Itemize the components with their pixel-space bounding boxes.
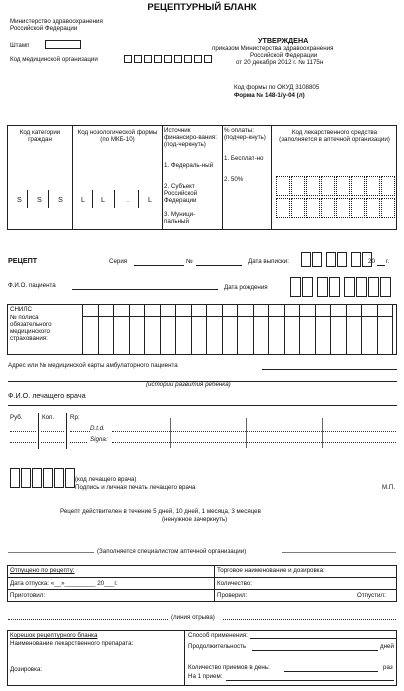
col-drug-code-header: Код лекарственного средства (заполняется в аптечной организации) [279,129,390,143]
patient-name-line[interactable] [72,289,218,290]
snils-label: СНИЛС [10,306,32,313]
stamp-label: Штамп [10,42,30,49]
patient-label: Ф.И.О. пациента [8,282,56,289]
drug-code-cell[interactable] [306,176,320,196]
stamp-mp: М.П. [382,484,396,491]
drug-code-cell[interactable] [321,176,335,196]
entry-cell[interactable] [65,468,75,488]
policy-cell[interactable] [113,316,130,355]
policy-cell[interactable] [222,316,239,355]
policy-cell[interactable] [330,316,347,355]
col-finance-header: Источник финансиро-вания: (под-черкнуть) [164,127,217,148]
policy-cell[interactable] [175,316,192,355]
approved-line3: от 20 декабря 2012 г. № 1175н [236,59,324,66]
entry-cell[interactable] [134,55,142,63]
number-label: № [186,258,193,265]
entry-cell[interactable] [144,55,152,63]
policy-cell[interactable] [361,316,378,355]
approved-line1: приказом Министерства здравоохранения [212,45,334,52]
drug-code-cell[interactable] [351,176,365,196]
category-mark: S [37,195,42,204]
policy-cell[interactable] [253,316,270,355]
entry-cell[interactable] [312,252,322,267]
nosology-mark: . [127,195,129,204]
quantity-label: Количество: [217,580,252,587]
entry-cell[interactable] [174,55,182,63]
drug-code-cell[interactable] [291,176,305,196]
col-category-header: Код категории граждан [19,129,61,143]
policy-cell[interactable] [191,316,208,355]
tear-line-label: (линия отрыва) [171,614,215,621]
address-label: Адрес или № медицинской карты амбулаторного пациента [8,362,178,369]
finance-option-1[interactable]: 1. Федераль-ный [164,162,214,169]
kop-label: Коп. [42,414,55,421]
entry-cell[interactable] [124,55,132,63]
drug-code-cell[interactable] [336,176,350,196]
entry-cell[interactable] [356,277,367,297]
policy-cell[interactable] [299,316,316,355]
rp-label: Rp: [70,414,80,421]
payment-option-2[interactable]: 2. 50% [224,176,244,183]
finance-option-3[interactable]: 3. Муници-пальный [164,211,196,225]
entry-cell[interactable] [351,252,361,267]
dtd-label: D.t.d. [90,425,105,432]
entry-cell[interactable] [154,55,162,63]
entry-cell[interactable] [302,277,313,297]
times-unit: раз [383,664,393,671]
nosology-mark: L [101,195,105,204]
okud-line: Код формы по ОКУД 3108805 [234,84,320,91]
drug-code-cell[interactable] [366,176,380,196]
signa-line[interactable] [112,442,396,443]
policy-cell[interactable] [144,316,161,355]
col-nosology-header: Код нозологической формы (по МКБ-10) [77,129,158,143]
series-label: Серия [109,258,128,265]
nosology-mark: L [148,195,152,204]
entry-cell[interactable] [164,55,172,63]
col-payment-header: % оплаты: (подчер-кнуть) [224,127,266,141]
form-title: РЕЦЕПТУРНЫЙ БЛАНК [147,2,257,13]
ministry-line2: Российской Федерации [10,25,78,32]
entry-cell[interactable] [344,277,355,297]
released-label: Отпустил: [357,592,386,599]
policy-cell[interactable] [160,316,177,355]
drug-code-cell[interactable] [291,198,305,218]
ministry-line1: Министерство здравоохранения [10,18,103,25]
stub-title: Корешок рецептурного бланка [10,632,98,639]
dosage-label: Дозировка: [10,666,43,673]
payment-option-1[interactable]: 1. Бесплат-но [224,155,264,162]
validity-line: Рецепт действителен в течение 5 дней, 10 дней, 1 месяца, 3 месяцев [60,508,261,515]
org-code-label: Код медицинской организации [10,56,98,63]
signature-label: Подпись и личная печать лечащего врача [75,484,196,491]
approved-title: УТВЕРЖДЕНА [258,36,309,45]
entry-cell[interactable] [380,277,391,297]
signa-label: Signa: [90,436,108,443]
finance-option-2[interactable]: 2. Субъект Российской Федерации [164,183,198,204]
drug-code-cell[interactable] [276,198,290,218]
entry-cell[interactable] [290,277,301,297]
drug-code-cell[interactable] [321,198,335,218]
year-unit: г. [386,258,390,265]
drug-code-cell[interactable] [306,198,320,218]
drug-code-cell[interactable] [276,176,290,196]
policy-cell[interactable] [82,316,99,355]
entry-cell[interactable] [21,468,31,488]
entry-cell[interactable] [329,277,340,297]
days-label: дней [380,643,394,650]
entry-cell[interactable] [317,277,328,297]
dispensed-label: Отпущено по рецепту: [10,567,75,574]
entry-cell[interactable] [194,55,202,63]
policy-cell[interactable] [129,316,146,355]
release-date-label: Дата отпуска: «__»_________ 20___г. [10,580,118,587]
duration-label: Продолжительность [188,643,247,650]
policy-cell[interactable] [98,316,115,355]
year-prefix: 20 [368,258,375,265]
doctor-line[interactable] [8,405,397,406]
entry-cell[interactable] [301,252,311,267]
address-line[interactable] [262,369,397,370]
form-number: Форма № 148-1/у-04 (л) [234,92,305,99]
times-per-day-label: Количество приемов в день: [188,664,270,671]
policy-cell[interactable] [237,316,254,355]
entry-cell[interactable] [10,468,20,488]
validity-note: (ненужное зачеркнуть) [162,516,228,523]
policy-label: № полиса обязательного медицинского страхования: [10,314,52,342]
drug-code-cell[interactable] [381,198,395,218]
rub-label: Руб. [10,414,23,421]
policy-cell[interactable] [346,316,363,355]
category-mark: S [58,195,63,204]
history-label: (истории развития ребенка) [146,381,231,388]
category-mark: S [17,195,22,204]
approved-line2: Российской Федерации [250,52,318,59]
date-label: Дата выписки: [248,258,289,265]
drug-code-cell[interactable] [366,198,380,218]
entry-cell[interactable] [326,252,336,267]
entry-cell[interactable] [54,468,64,488]
trade-name-label: Торговое наименование и дозировка: [217,567,325,574]
entry-cell[interactable] [43,468,53,488]
dtd-line[interactable] [112,431,396,432]
drug-code-cell[interactable] [351,198,365,218]
checked-label: Проверил: [217,592,248,599]
recipe-label: РЕЦЕПТ [8,256,38,265]
policy-cell[interactable] [377,316,394,355]
policy-cell[interactable] [315,316,332,355]
policy-cell[interactable] [268,316,285,355]
nosology-mark: L [81,195,85,204]
drug-code-cell[interactable] [336,198,350,218]
entry-cell[interactable] [184,55,192,63]
doctor-code-label: (код лечащего врача) [75,476,137,483]
drug-name-label: Наименование лекарственного препарата: [10,640,134,647]
policy-cell[interactable] [206,316,223,355]
pharmacy-section-label: (Заполняется специалистом аптечной организации) [97,548,247,555]
entry-cell[interactable] [337,252,347,267]
per-dose-label: На 1 прием: [188,673,223,680]
entry-cell[interactable] [32,468,42,488]
prepared-label: Приготовил: [10,592,46,599]
usage-label: Способ применения: [188,632,248,639]
stamp-field[interactable] [45,40,81,49]
entry-cell[interactable] [204,55,212,63]
policy-cell[interactable] [284,316,301,355]
drug-code-cell[interactable] [381,176,395,196]
doctor-label: Ф.И.О. лечащего врача [8,391,86,400]
entry-cell[interactable] [368,277,379,297]
birth-date-label: Дата рождения [224,284,268,291]
